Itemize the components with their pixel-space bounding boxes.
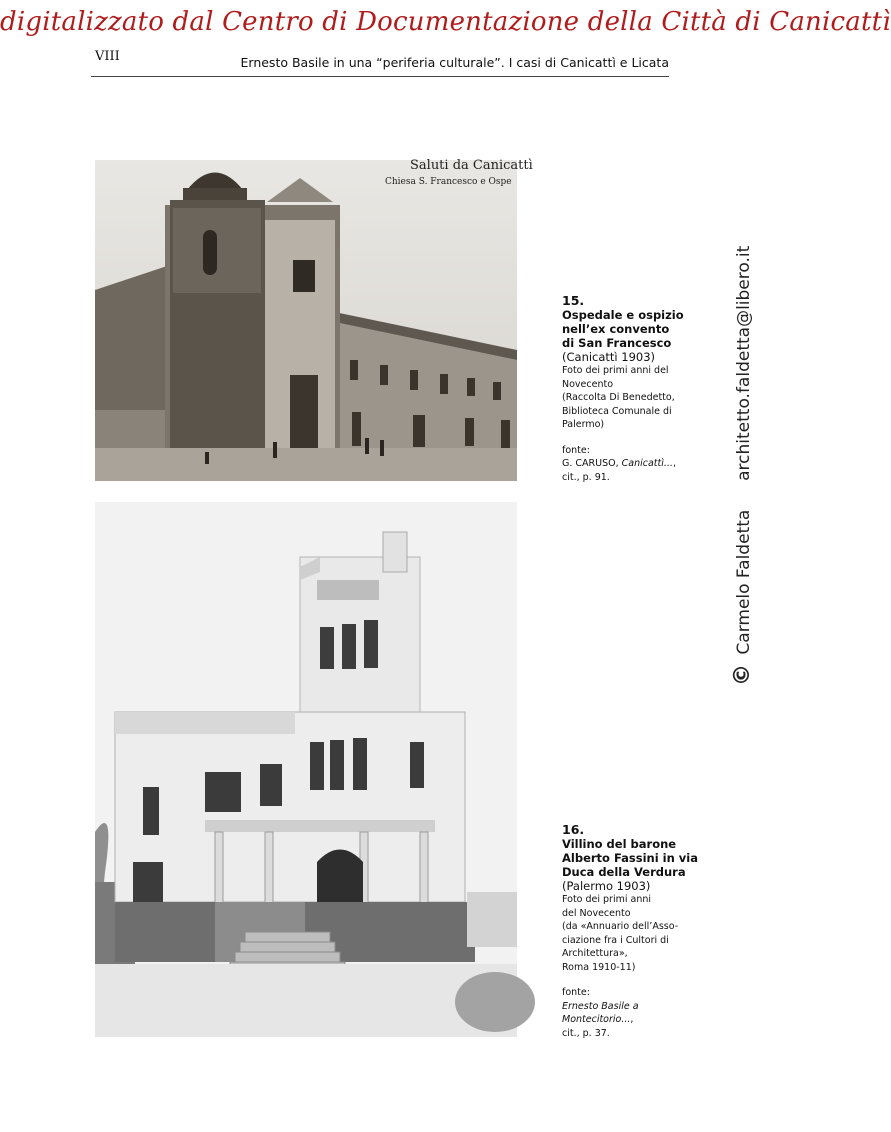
figure-place-date: (Palermo 1903) (562, 879, 651, 893)
figure-description-line: Novecento (562, 378, 614, 390)
page-number: VIII (95, 49, 120, 64)
source-label: fonte: (562, 444, 590, 456)
source-author: G. CARUSO, (562, 458, 622, 469)
source-label: fonte: (562, 987, 590, 998)
figure-title-line: Duca della Verdura (562, 865, 686, 879)
figure-description-line: (da «Annuario dell’Asso- (562, 921, 679, 932)
hospital-convent-illustration (95, 160, 517, 481)
figure-description-line: Foto dei primi anni (562, 894, 652, 905)
figure-title-line: Ospedale e ospizio (562, 308, 684, 322)
source-punct: , (672, 458, 676, 469)
figure-description-line: Architettura», (562, 948, 628, 959)
header-rule (91, 76, 669, 77)
copyright-icon: © (730, 664, 755, 686)
side-credit (730, 245, 755, 686)
figure-description-line: del Novecento (562, 907, 631, 919)
source-page: cit., p. 37. (562, 1027, 610, 1039)
figure-description-line: Roma 1910-11) (562, 961, 636, 973)
photo-villino-fassini (95, 502, 517, 1037)
figure-number: 15. (562, 293, 585, 308)
caption-figure-16 (562, 822, 762, 1040)
author-name: Carmelo Faldetta (734, 509, 754, 655)
figure-title-line: Villino del barone (562, 837, 677, 851)
figure-description-line: (Raccolta Di Benedetto, (562, 392, 675, 403)
figure-number: 16. (562, 822, 585, 837)
figure-description-line: ciazione fra i Cultori di (562, 934, 669, 946)
figure-description-line: Foto dei primi anni del (562, 365, 669, 376)
source-work: Canicattì... (621, 458, 673, 469)
source-page: cit., p. 91. (562, 471, 610, 483)
digitization-banner: digitalizzato dal Centro di Documentazione della Città di Canicattì (0, 7, 891, 37)
figure-description-line: Biblioteca Comunale di (562, 405, 672, 417)
source-work: Ernesto Basile a (562, 1000, 639, 1012)
figure-title-line: nell’ex convento (562, 322, 670, 336)
figure-place-date: (Canicattì 1903) (562, 350, 656, 364)
postcard-subtitle: Chiesa S. Francesco e Ospe (385, 177, 512, 187)
running-title: Ernesto Basile in una “periferia culturale”. I casi di Canicattì e Licata (240, 55, 669, 70)
villino-fassini-illustration (95, 502, 517, 1037)
postcard-title: Saluti da Canicattì (410, 158, 533, 173)
source-work-line (562, 1013, 762, 1027)
figure-title-line: Alberto Fassini in via (562, 851, 698, 865)
author-email[interactable]: architetto.faldetta@libero.it (734, 245, 754, 481)
photo-hospital-convent (95, 158, 533, 481)
source-work: Montecitorio... (562, 1014, 631, 1025)
figure-title-line: di San Francesco (562, 336, 672, 350)
source-punct: , (630, 1014, 634, 1025)
figure-description-line: Palermo) (562, 419, 605, 430)
